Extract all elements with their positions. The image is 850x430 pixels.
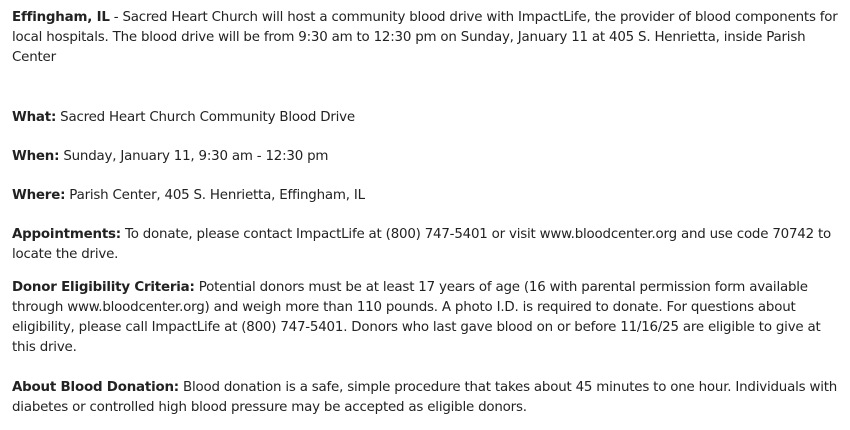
when-label: When: [12, 149, 60, 164]
appointments-paragraph [12, 225, 838, 265]
about-paragraph [12, 378, 838, 418]
appointments-text: To donate, please contact ImpactLife at (800) 747-5401 or visit www.bloodcenter.org and use code 70742 to locate the drive. [12, 227, 832, 262]
eligibility-label: Donor Eligibility Criteria: [12, 280, 195, 295]
where-label: Where: [12, 188, 66, 203]
what-label: What: [12, 110, 57, 125]
eligibility-paragraph [12, 278, 838, 358]
what-text: Sacred Heart Church Community Blood Drive [56, 110, 355, 125]
intro-paragraph [12, 8, 838, 68]
when-text: Sunday, January 11, 9:30 am - 12:30 pm [59, 149, 329, 164]
about-label: About Blood Donation: [12, 380, 179, 395]
where-paragraph [12, 186, 838, 206]
document-body [12, 8, 838, 418]
what-paragraph [12, 108, 838, 128]
dateline-label: Effingham, IL [12, 10, 110, 25]
intro-text: - Sacred Heart Church will host a community blood drive with ImpactLife, the provider of blood components for local hospitals. The blood drive will be from 9:30 am to 12:30 pm on Sunday, January 11 at 405 S. Henrietta, inside Parish Center [12, 10, 838, 65]
where-text: Parish Center, 405 S. Henrietta, Effingham, IL [65, 188, 365, 203]
about-text: Blood donation is a safe, simple procedure that takes about 45 minutes to one hour. Individuals with diabetes or controlled high blood pressure may be accepted as eligible donors. [12, 380, 838, 415]
when-paragraph [12, 147, 838, 167]
appointments-label: Appointments: [12, 227, 121, 242]
eligibility-text: Potential donors must be at least 17 years of age (16 with parental permission form available through www.bloodcenter.org) and weigh more than 110 pounds. A photo I.D. is required to donate. For questions about eligibility, please call ImpactLife at (800) 747-5401. Donors who last gave blood on or before 11/16/25 are eligible to give at this drive. [12, 280, 821, 355]
